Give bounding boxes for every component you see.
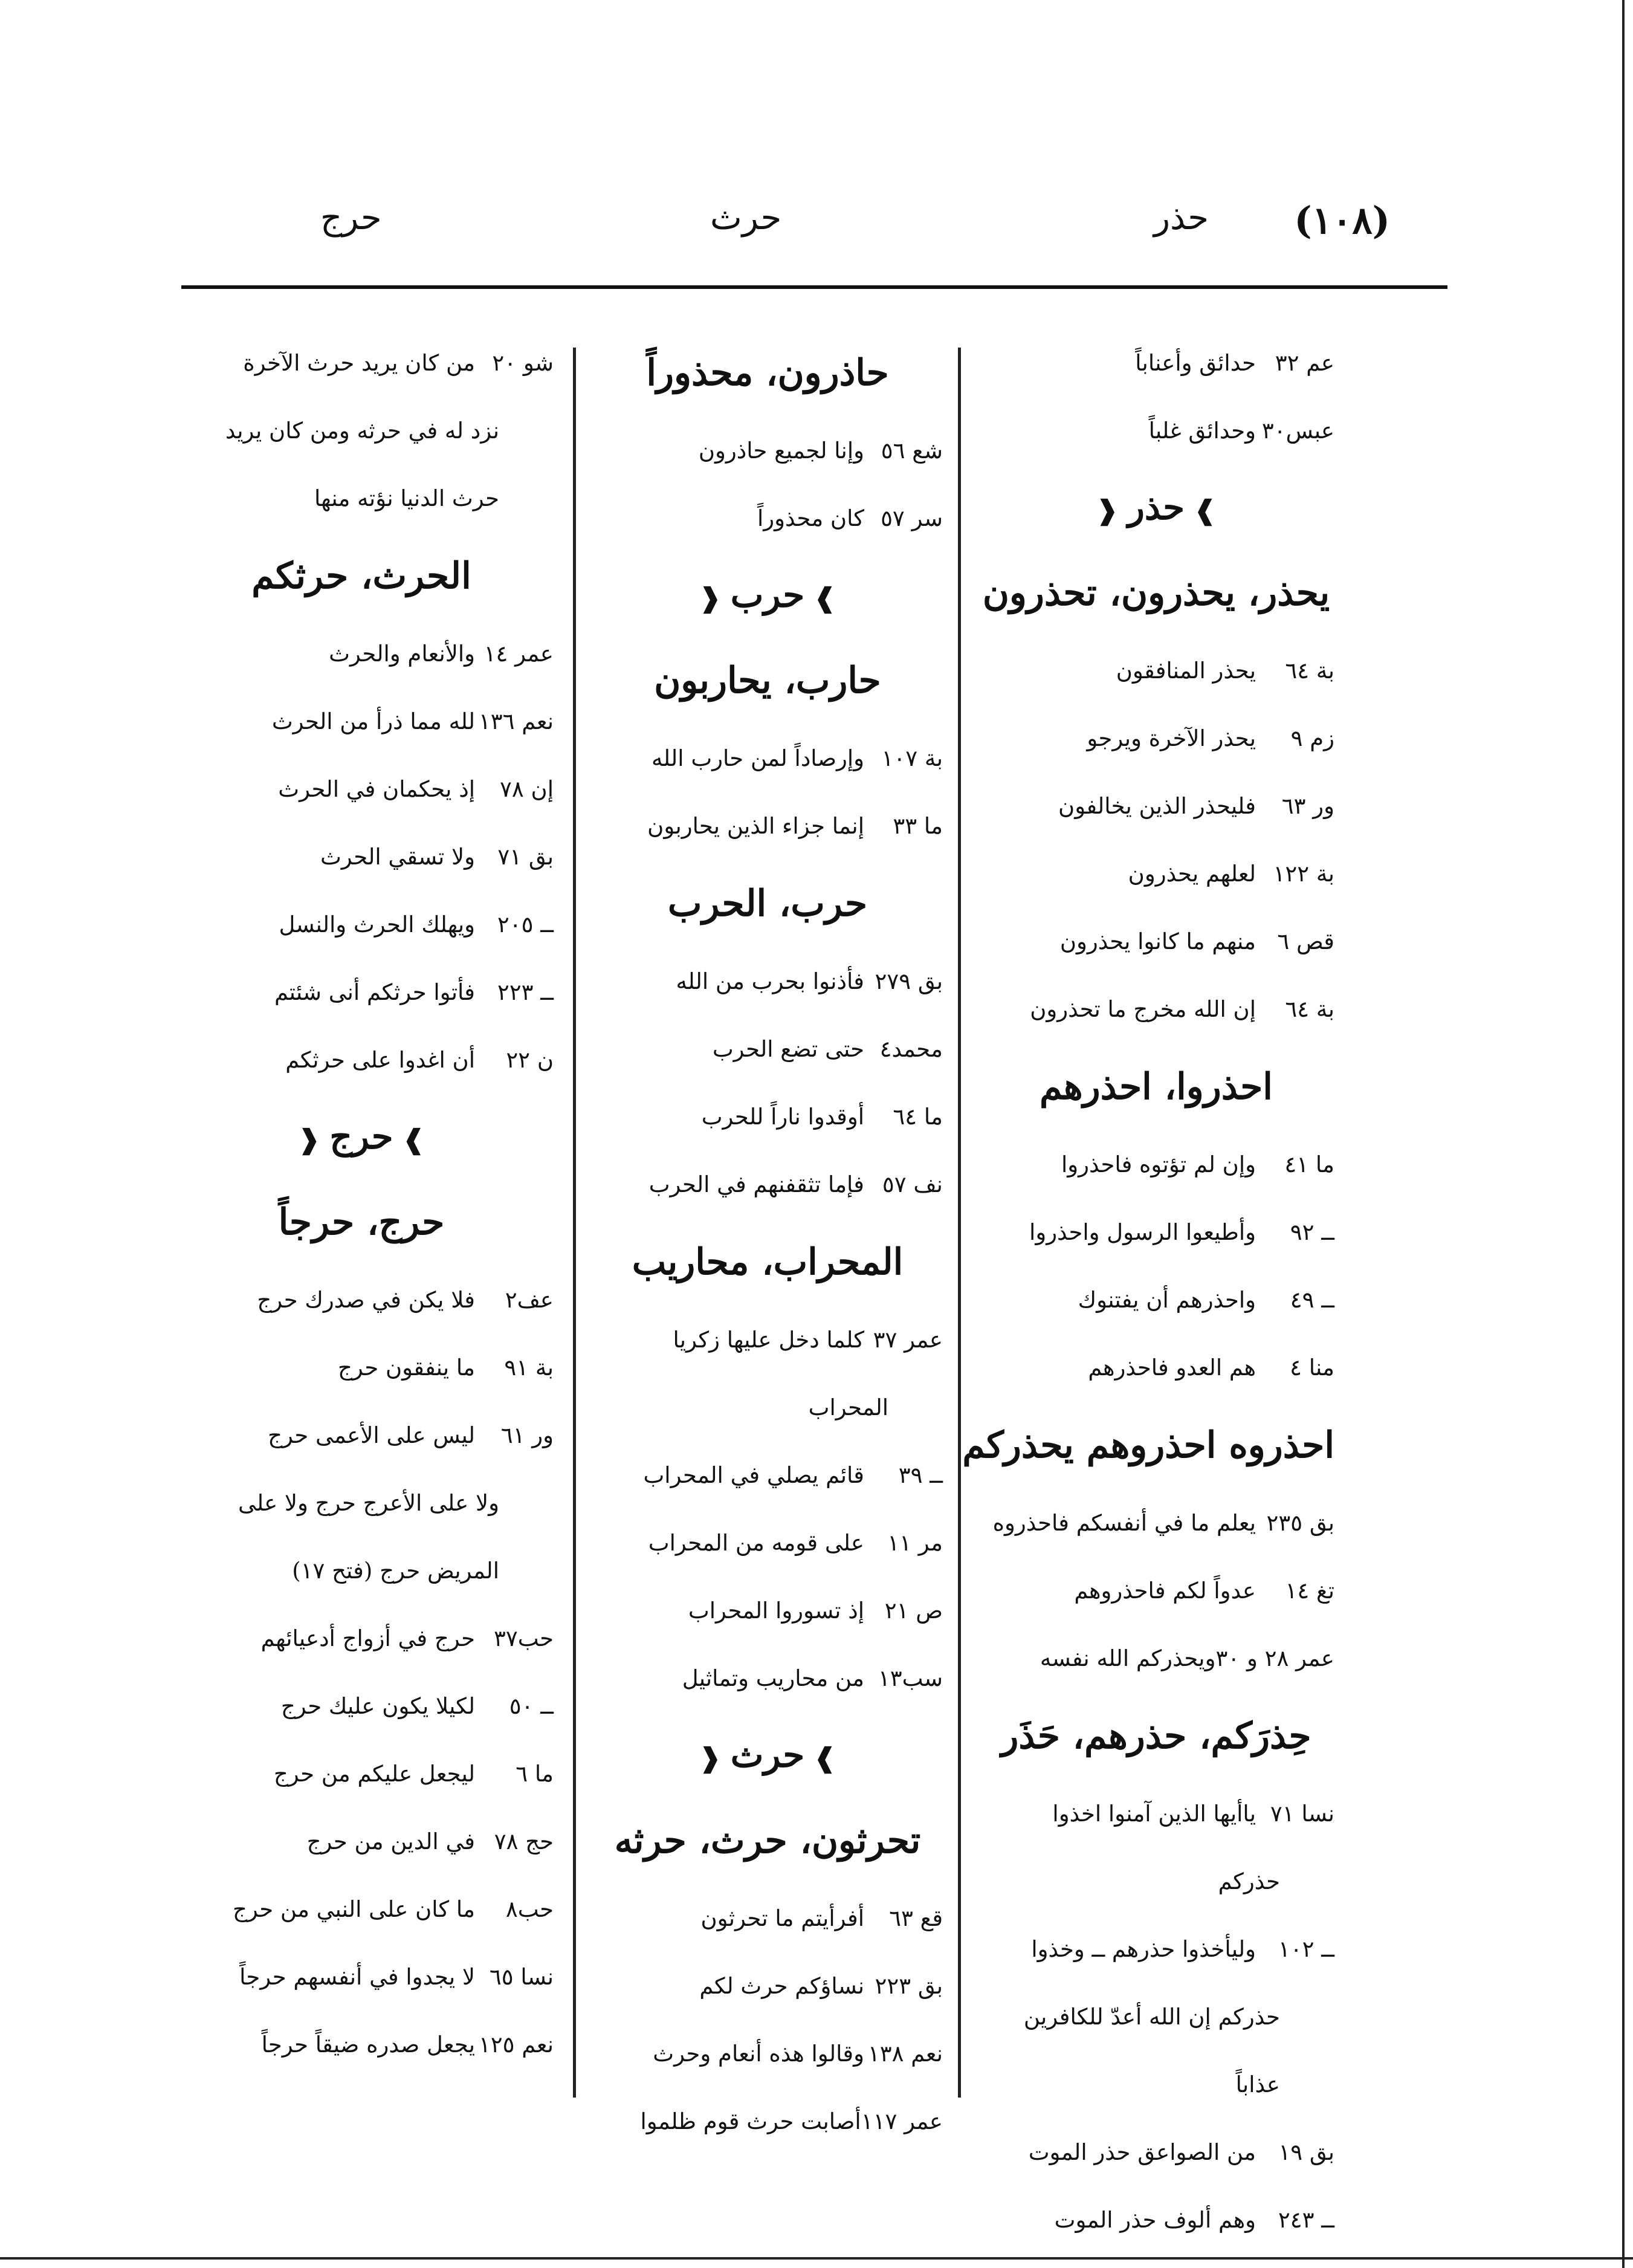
index-entry [169, 1943, 554, 2011]
verse-text: إذ يحكمان في الحرث [278, 776, 475, 802]
index-entry [592, 1645, 943, 1712]
verse-text: وليأخذوا حذرهم ــ وخذوا [1031, 1936, 1256, 1962]
index-entry [592, 1083, 943, 1151]
verse-text: عدواً لكم فاحذروهم [1074, 1578, 1256, 1604]
verse-continuation: عذاباً [1235, 2072, 1280, 2098]
verse-reference: ــ ٢٢٣ [497, 979, 554, 1005]
verse-text: ياأيها الذين آمنوا اخذوا [1052, 1801, 1256, 1827]
verse-reference: سر ٥٧ [881, 505, 943, 531]
index-entry [169, 1673, 554, 1740]
verse-reference: بق ٢٧٩ [875, 968, 943, 994]
index-entry [592, 1151, 943, 1219]
verse-reference: ور ٦١ [500, 1422, 554, 1448]
verse-text: أن اغدوا على حرثكم [285, 1047, 475, 1073]
ornament-icon: ❱ [804, 583, 836, 614]
verse-text: نساؤكم حرث لكم [699, 1973, 864, 1999]
verse-text: وإن لم تؤتوه فاحذروا [1061, 1152, 1256, 1178]
index-entry [978, 2186, 1334, 2254]
word-heading: حارب، يحاربون [654, 659, 881, 702]
verse-reference: حب٣٧ [494, 1625, 554, 1651]
verse-reference: بة ٦٤ [1285, 996, 1334, 1022]
index-entry [592, 948, 943, 1016]
word-heading: تحرثون، حرث، حرثه [614, 1819, 921, 1862]
root-word: حرث [730, 1734, 805, 1775]
verse-reference: نسا ٦٥ [489, 1964, 554, 1990]
header-rule [181, 285, 1447, 289]
verse-reference: نسا ٧١ [1270, 1801, 1334, 1827]
verse-text: فإما تثقفنهم في الحرب [648, 1171, 864, 1197]
header-root-1: حذر [1153, 198, 1209, 238]
verse-text: على قومه من المحراب [648, 1530, 864, 1556]
ornament-icon: ❱ [1185, 495, 1217, 526]
verse-text: يحذر الآخرة ويرجو [1087, 725, 1256, 751]
verse-reference: شع ٥٦ [881, 438, 943, 464]
index-entry [169, 688, 554, 756]
verse-reference: ــ ٣٩ [898, 1462, 943, 1488]
index-entry [978, 637, 1334, 705]
index-entry [169, 1808, 554, 1876]
index-entry [592, 725, 943, 792]
verse-reference: بق ٧١ [497, 844, 554, 870]
index-entry [592, 2020, 943, 2088]
verse-reference: إن ٧٨ [500, 776, 554, 802]
root-heading [169, 1094, 554, 1179]
verse-reference: ما ٣٣ [893, 813, 943, 839]
index-entry [169, 891, 554, 959]
verse-reference: ما ٤١ [1284, 1152, 1334, 1178]
verse-reference: نعم ١٣٨ [867, 2041, 943, 2067]
verse-reference: بة ٦٤ [1285, 658, 1334, 684]
verse-continuation: ولا على الأعرج حرج ولا على [238, 1490, 499, 1516]
verse-text: ليس على الأعمى حرج [268, 1422, 475, 1448]
verse-text: ما كان على النبي من حرج [232, 1896, 475, 1922]
verse-text: يحذر المنافقون [1116, 658, 1256, 684]
verse-reference: مر ١١ [887, 1530, 943, 1556]
index-entry [978, 1199, 1334, 1266]
ornament-icon: ❰ [699, 583, 731, 614]
verse-text: قائم يصلي في المحراب [643, 1462, 864, 1488]
verse-text: والأنعام والحرث [329, 641, 475, 667]
index-entry [978, 1625, 1334, 1693]
page-header [181, 192, 1390, 265]
column-divider [573, 348, 576, 2098]
column-divider [958, 348, 961, 2098]
left-column [169, 329, 554, 2079]
ornament-icon: ❰ [1096, 495, 1128, 526]
verse-continuation: المريض حرج (فتح ١٧) [292, 1558, 499, 1584]
verse-reference: بة ٩١ [504, 1355, 554, 1381]
index-entry [592, 792, 943, 860]
verse-text: لكيلا يكون عليك حرج [280, 1693, 475, 1719]
verse-text: ليجعل عليكم من حرج [273, 1761, 475, 1787]
index-entry [169, 1876, 554, 1943]
index-entry [978, 1557, 1334, 1625]
verse-text: فليحذر الذين يخالفون [1058, 793, 1256, 819]
right-column [962, 329, 1334, 2254]
verse-text: وإنا لجميع حاذرون [698, 438, 864, 464]
verse-text: من كان يريد حرث الآخرة [243, 350, 475, 376]
verse-reference: ــ ٩٢ [1290, 1219, 1334, 1245]
verse-text: حرج في أزواج أدعيائهم [260, 1625, 475, 1651]
verse-text: في الدين من حرج [306, 1829, 475, 1855]
index-entry [592, 1885, 943, 1952]
verse-continuation: حذركم إن الله أعدّ للكافرين [1023, 2004, 1280, 2030]
index-entry [169, 756, 554, 823]
verse-text: حتى تضع الحرب [712, 1036, 864, 1062]
index-entry [978, 1780, 1334, 1848]
verse-reference: بق ٢٣٥ [1266, 1510, 1334, 1536]
index-entry [169, 1402, 554, 1469]
index-entry [978, 1916, 1334, 1983]
page-number: (١٠٨) [1294, 198, 1390, 242]
index-entry [169, 1026, 554, 1094]
verse-continuation: حذركم [1218, 1868, 1280, 1894]
index-entry [592, 1952, 943, 2020]
verse-text: حدائق وأعناباً [1135, 350, 1256, 376]
verse-text: يعلم ما في أنفسكم فاحذروه [992, 1510, 1256, 1536]
verse-reference: ــ ٥٠ [509, 1693, 554, 1719]
word-heading: حاذرون، محذوراً [646, 352, 889, 394]
index-entry [592, 2088, 943, 2156]
verse-text: فلا يكن في صدرك حرج [257, 1287, 475, 1313]
verse-text: من الصواعق حذر الموت [1028, 2139, 1256, 2165]
root-word: حذر [1127, 487, 1185, 528]
ornament-icon: ❰ [298, 1124, 330, 1155]
index-entry [978, 1266, 1334, 1334]
verse-reference: عبس٣٠ [1261, 418, 1334, 444]
header-root-3: حرج [320, 198, 382, 238]
index-entry [169, 1605, 554, 1673]
verse-text: وقالوا هذه أنعام وحرث [653, 2041, 864, 2067]
verse-reference: تغ ١٤ [1285, 1578, 1334, 1604]
verse-reference: بق ٢٢٣ [875, 1973, 943, 1999]
index-entry [978, 2119, 1334, 2186]
verse-reference: زم ٩ [1290, 725, 1334, 751]
index-entry [592, 1306, 943, 1374]
middle-column [592, 329, 943, 2156]
root-heading [978, 465, 1334, 549]
index-entry [978, 840, 1334, 908]
root-word: حرب [730, 574, 805, 615]
word-heading: المحراب، محاريب [632, 1241, 904, 1283]
verse-reference: عمر ١٤ [483, 641, 554, 667]
index-entry [592, 1016, 943, 1083]
verse-reference: ور ٦٣ [1281, 793, 1334, 819]
verse-reference: بق ١٩ [1278, 2139, 1334, 2165]
verse-text: ويهلك الحرث والنسل [279, 912, 475, 938]
root-word: حرج [329, 1116, 393, 1157]
verse-reference: منا ٤ [1290, 1355, 1334, 1381]
ornament-icon: ❱ [393, 1124, 425, 1155]
index-entry [978, 329, 1334, 397]
verse-text: هم العدو فاحذرهم [1088, 1355, 1256, 1381]
verse-text: أصابت حرث قوم ظلموا [640, 2108, 861, 2134]
verse-reference: سب١٣ [878, 1665, 943, 1691]
page-border-right [1622, 0, 1625, 2268]
verse-reference: حج ٧٨ [494, 1829, 554, 1855]
index-entry [169, 959, 554, 1026]
index-entry [169, 1334, 554, 1402]
verse-text: منهم ما كانوا يحذرون [1059, 928, 1256, 954]
verse-reference: نعم ١٢٥ [478, 2032, 554, 2058]
verse-text: لا يجدوا في أنفسهم حرجاً [239, 1964, 475, 1990]
index-entry [978, 1131, 1334, 1199]
index-entry [169, 2011, 554, 2079]
verse-reference: نعم ١٣٦ [478, 708, 554, 734]
verse-reference: ــ ١٠٢ [1278, 1936, 1334, 1962]
index-entry [169, 1740, 554, 1808]
verse-text: واحذرهم أن يفتنوك [1078, 1287, 1256, 1313]
verse-text: وإرصاداً لمن حارب الله [651, 745, 864, 771]
word-heading: الحرث، حرثكم [251, 555, 471, 597]
ornament-icon: ❱ [804, 1743, 836, 1774]
verse-continuation: حرث الدنيا نؤته منها [314, 485, 499, 511]
index-entry [978, 1334, 1334, 1402]
index-entry [169, 329, 554, 397]
verse-continuation: نزد له في حرثه ومن كان يريد [225, 418, 499, 444]
verse-reference: محمد٤ [879, 1036, 943, 1062]
index-entry [169, 620, 554, 688]
verse-reference: بة ١٢٢ [1273, 861, 1334, 887]
index-entry [592, 485, 943, 552]
root-heading [592, 1712, 943, 1797]
verse-continuation: المحراب [808, 1395, 888, 1421]
verse-text: ما ينفقون حرج [338, 1355, 475, 1381]
verse-reference: بة ١٠٧ [881, 745, 943, 771]
verse-reference: عمر ٢٨ و ٣٠ [1215, 1645, 1334, 1671]
verse-reference: ن ٢٢ [506, 1047, 554, 1073]
verse-text: من محاريب وتماثيل [682, 1665, 864, 1691]
verse-reference: عم ٣٢ [1275, 350, 1334, 376]
word-heading: احذروه احذروهم يحذركم [962, 1424, 1334, 1466]
verse-text: لله مما ذرأ من الحرث [271, 708, 475, 734]
index-entry [592, 1577, 943, 1645]
verse-reference: قع ٦٣ [889, 1905, 943, 1931]
verse-reference: ــ ٢٠٥ [497, 912, 554, 938]
word-heading: حرب، الحرب [667, 883, 868, 925]
index-entry [169, 823, 554, 891]
verse-text: أوقدوا ناراً للحرب [701, 1104, 864, 1130]
verse-text: وهم ألوف حذر الموت [1054, 2207, 1256, 2233]
word-heading: حِذرَكم، حذرهم، حَذَر [1001, 1715, 1311, 1757]
verse-reference: عمر ١١٧ [861, 2108, 943, 2134]
index-entry [169, 1266, 554, 1334]
word-heading: احذروا، احذرهم [1040, 1066, 1273, 1108]
index-entry [592, 1442, 943, 1509]
header-root-2: حرث [710, 198, 782, 238]
word-heading: حرج، حرجاً [278, 1201, 445, 1243]
verse-reference: ما ٦ [516, 1761, 554, 1787]
verse-reference: عمر ٣٧ [873, 1327, 943, 1353]
index-entry [978, 705, 1334, 773]
verse-text: لعلهم يحذرون [1128, 861, 1256, 887]
verse-text: يجعل صدره ضيقاً حرجاً [261, 2032, 475, 2058]
index-entry [592, 1509, 943, 1577]
verse-text: ولا تسقي الحرث [320, 844, 475, 870]
verse-text: إنما جزاء الذين يحاربون [647, 813, 864, 839]
verse-reference: عف٢ [505, 1287, 554, 1313]
verse-reference: ما ٦٤ [893, 1104, 943, 1130]
index-entry [978, 976, 1334, 1043]
verse-text: وأطيعوا الرسول واحذروا [1029, 1219, 1256, 1245]
index-entry [978, 773, 1334, 840]
verse-reference: نف ٥٧ [882, 1171, 943, 1197]
verse-reference: ــ ٢٤٣ [1278, 2207, 1334, 2233]
verse-reference: شو ٢٠ [492, 350, 554, 376]
verse-text: إذ تسوروا المحراب [688, 1598, 864, 1624]
verse-reference: ــ ٤٩ [1290, 1287, 1334, 1313]
root-heading [592, 552, 943, 637]
index-entry [978, 908, 1334, 976]
index-entry [978, 1489, 1334, 1557]
verse-reference: ص ٢١ [884, 1598, 943, 1624]
page-border-bottom [0, 2257, 1633, 2260]
ornament-icon: ❰ [699, 1743, 731, 1774]
verse-text: إن الله مخرج ما تحذرون [1030, 996, 1256, 1022]
verse-text: كلما دخل عليها زكريا [673, 1327, 864, 1353]
verse-text: وحدائق غلباً [1148, 418, 1256, 444]
verse-text: فأتوا حرثكم أنى شئتم [274, 979, 475, 1005]
verse-text: ويحذركم الله نفسه [1040, 1645, 1216, 1671]
verse-text: أفرأيتم ما تحرثون [700, 1905, 864, 1931]
verse-reference: قص ٦ [1277, 928, 1334, 954]
word-heading: يحذر، يحذرون، تحذرون [982, 572, 1330, 614]
verse-text: فأذنوا بحرب من الله [676, 968, 864, 994]
verse-reference: حب٨ [505, 1896, 554, 1922]
verse-text: كان محذوراً [757, 505, 864, 531]
index-entry [978, 397, 1334, 465]
index-entry [592, 417, 943, 485]
